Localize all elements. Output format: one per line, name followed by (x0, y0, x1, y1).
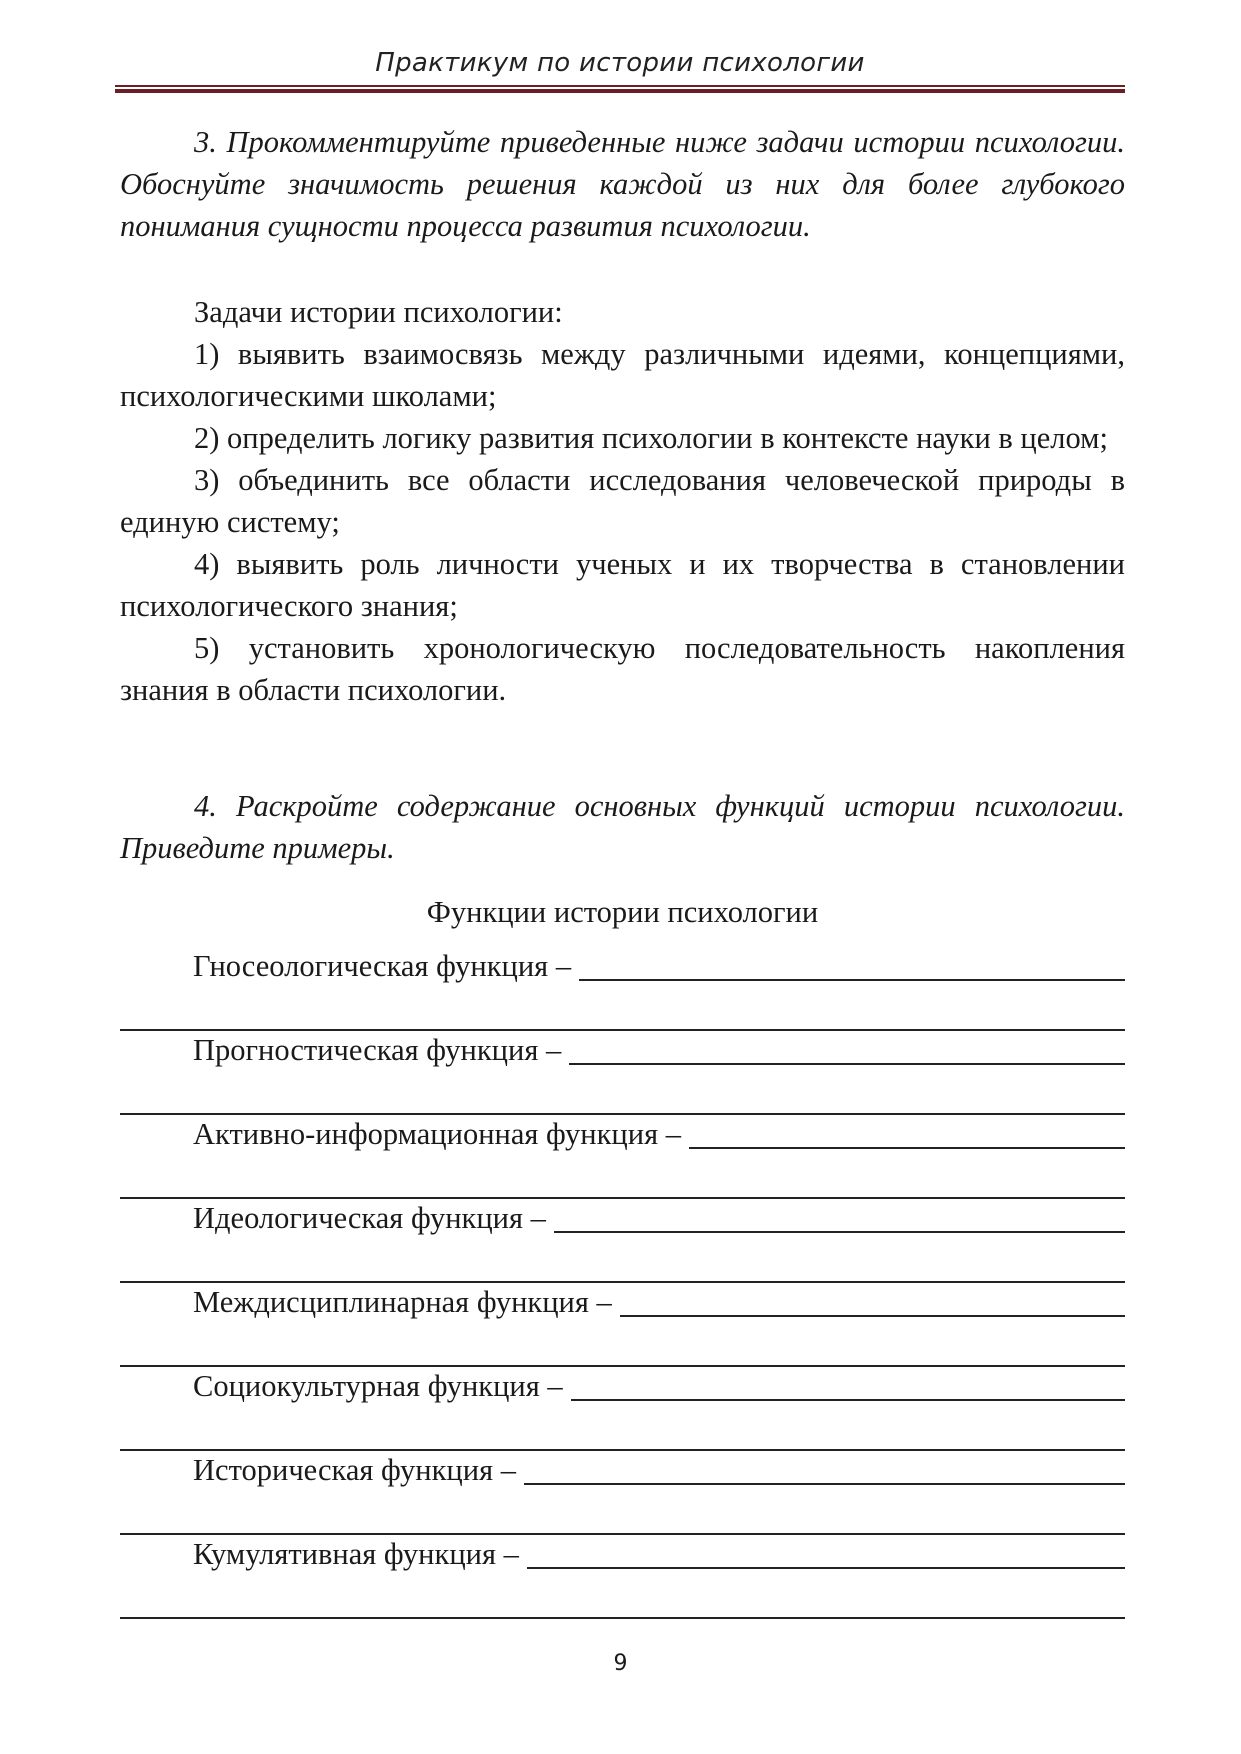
answer-line-continuation[interactable] (120, 1617, 1125, 1619)
functions-title: Функции истории психологии (426, 895, 819, 929)
function-prognostic (193, 1029, 1125, 1071)
tasks-heading: Задачи истории психологии: (194, 295, 563, 329)
function-label: Активно-информационная функция – (193, 1117, 681, 1151)
header-rule-thick (115, 89, 1125, 93)
function-label: Гносеологическая функция – (193, 949, 572, 983)
header-rule-thin (115, 85, 1125, 87)
function-label: Кумулятивная функция – (193, 1537, 519, 1571)
function-ideological (193, 1197, 1125, 1239)
answer-line[interactable] (689, 1117, 1125, 1149)
answer-line[interactable] (524, 1453, 1125, 1485)
task-item-4: 4) выявить роль личности ученых и их творчества в становлении психологического знания; (120, 547, 1125, 623)
running-header: Практикум по истории психологии (375, 48, 865, 78)
task-4-text: 4. Раскройте содержание основных функций истории психологии. Приведите примеры. (120, 789, 1125, 865)
function-historical (193, 1449, 1125, 1491)
function-sociocultural (193, 1365, 1125, 1407)
answer-line[interactable] (579, 949, 1125, 981)
function-label: Историческая функция – (193, 1453, 516, 1487)
task-4-instruction (120, 785, 1125, 869)
function-active-informational (193, 1113, 1125, 1155)
task-item-3: 3) объединить все области исследования человеческой природы в единую систему; (120, 463, 1125, 539)
task-3-instruction (120, 121, 1125, 247)
answer-line[interactable] (527, 1537, 1125, 1569)
function-interdisciplinary (193, 1281, 1125, 1323)
tasks-list (120, 291, 1125, 711)
answer-line[interactable] (569, 1033, 1125, 1065)
answer-line[interactable] (620, 1285, 1125, 1317)
function-label: Идеологическая функция – (193, 1201, 546, 1235)
function-gnoseological (193, 945, 1125, 987)
function-label: Междисциплинарная функция – (193, 1285, 612, 1319)
task-item-1: 1) выявить взаимосвязь между различными идеями, концепциями, психологическими школами; (120, 337, 1125, 413)
task-item-5: 5) установить хронологическую последовательность накопления знания в области психологии. (120, 631, 1125, 707)
function-label: Прогностическая функция – (193, 1033, 562, 1067)
answer-line[interactable] (554, 1201, 1125, 1233)
answer-line[interactable] (571, 1369, 1125, 1401)
function-cumulative (193, 1533, 1125, 1575)
task-3-text: 3. Прокомментируйте приведенные ниже задачи истории психологии. Обоснуйте значимость решения каждой из них для более глубокого понимания сущности процесса развития психологии. (120, 125, 1125, 243)
function-label: Социокультурная функция – (193, 1369, 563, 1403)
page-number: 9 (613, 1651, 628, 1676)
task-item-2: 2) определить логику развития психологии в контексте науки в целом; (194, 421, 1108, 455)
